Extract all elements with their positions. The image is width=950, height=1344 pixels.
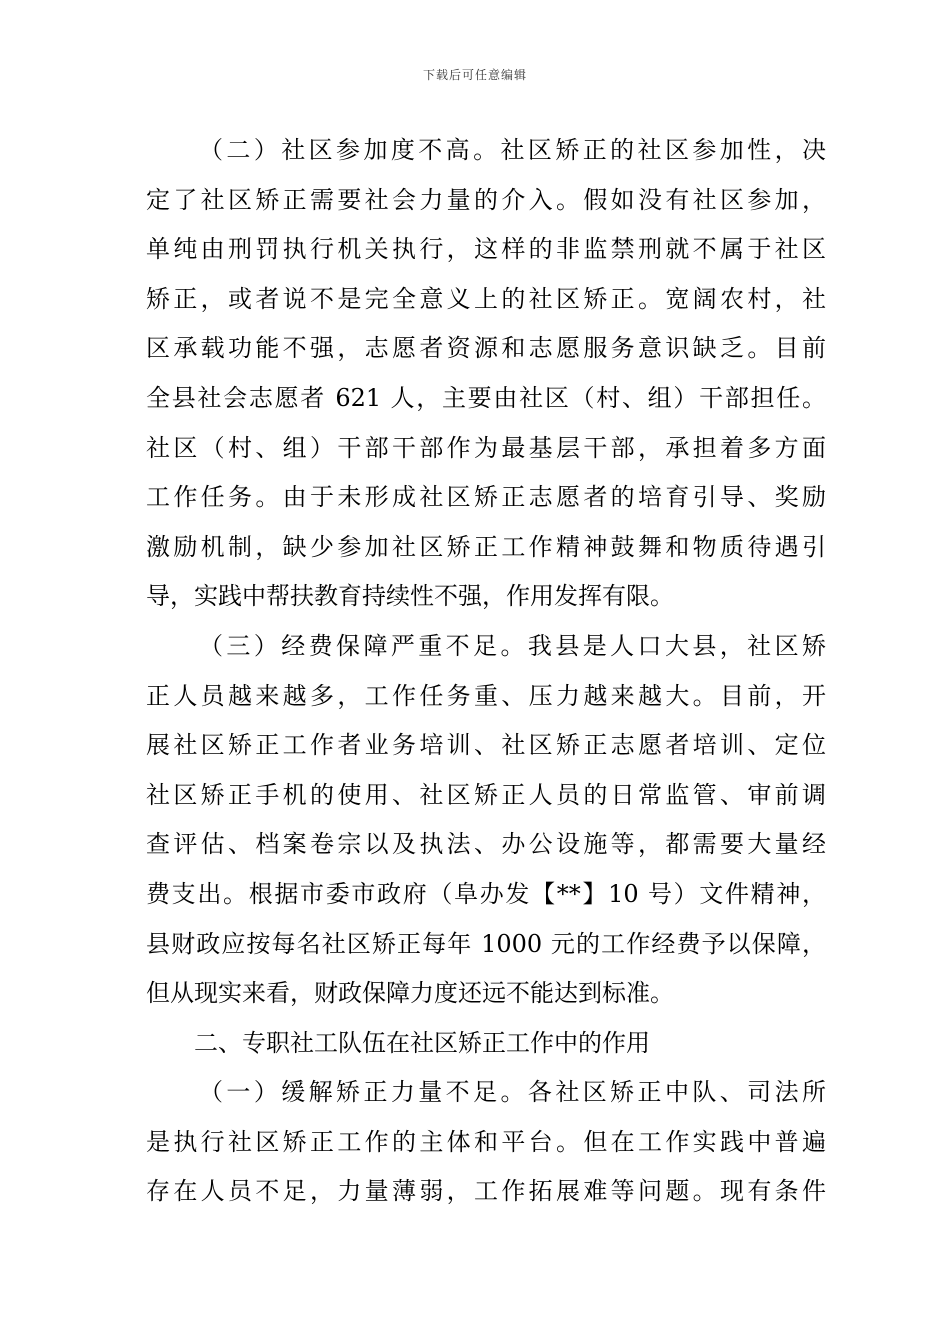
text-line: 存在人员不足，力量薄弱，工作拓展难等问题。现有条件 [146, 1177, 826, 1206]
text-line: 查评估、档案卷宗以及执法、办公设施等，都需要大量经 [146, 830, 826, 859]
text-line: 是执行社区矫正工作的主体和平台。但在工作实践中普遍 [146, 1127, 826, 1156]
text-line: 费支出。根据市委市政府（阜办发【**】10 号）文件精神， [146, 879, 826, 908]
page-header: 下载后可任意编辑 [422, 68, 527, 82]
text-line: 矫正，或者说不是完全意义上的社区矫正。宽阔农村，社 [146, 284, 826, 313]
text-line: 区承载功能不强，志愿者资源和志愿服务意识缺乏。目前 [146, 334, 826, 363]
text-line: （一）缓解矫正力量不足。各社区矫正中队、司法所 [199, 1078, 826, 1107]
text-line: 但从现实来看，财政保障力度还远不能达到标准。 [146, 979, 674, 1008]
text-line: （三）经费保障严重不足。我县是人口大县，社区矫 [199, 631, 826, 660]
text-line: 激励机制，缺少参加社区矫正工作精神鼓舞和物质待遇引 [146, 532, 826, 561]
text-line: 正人员越来越多，工作任务重、压力越来越大。目前，开 [146, 681, 826, 710]
text-line: 展社区矫正工作者业务培训、社区矫正志愿者培训、定位 [146, 731, 826, 760]
text-line: 县财政应按每名社区矫正每年 1000 元的工作经费予以保障， [146, 929, 826, 958]
text-line: 社区（村、组）干部干部作为最基层干部，承担着多方面 [146, 433, 826, 462]
text-line: （二）社区参加度不高。社区矫正的社区参加性，决 [199, 136, 826, 164]
text-line: 二、专职社工队伍在社区矫正工作中的作用 [194, 1028, 650, 1057]
text-line: 定了社区矫正需要社会力量的介入。假如没有社区参加， [146, 185, 826, 214]
text-line: 社区矫正手机的使用、社区矫正人员的日常监管、审前调 [146, 780, 826, 809]
text-line: 全县社会志愿者 621 人，主要由社区（村、组）干部担任。 [146, 383, 826, 412]
text-line: 单纯由刑罚执行机关执行，这样的非监禁刑就不属于社区 [146, 235, 826, 264]
text-line: 导，实践中帮扶教育持续性不强，作用发挥有限。 [146, 582, 674, 611]
document-body [146, 126, 826, 1217]
text-line: 工作任务。由于未形成社区矫正志愿者的培育引导、奖励 [146, 483, 826, 512]
